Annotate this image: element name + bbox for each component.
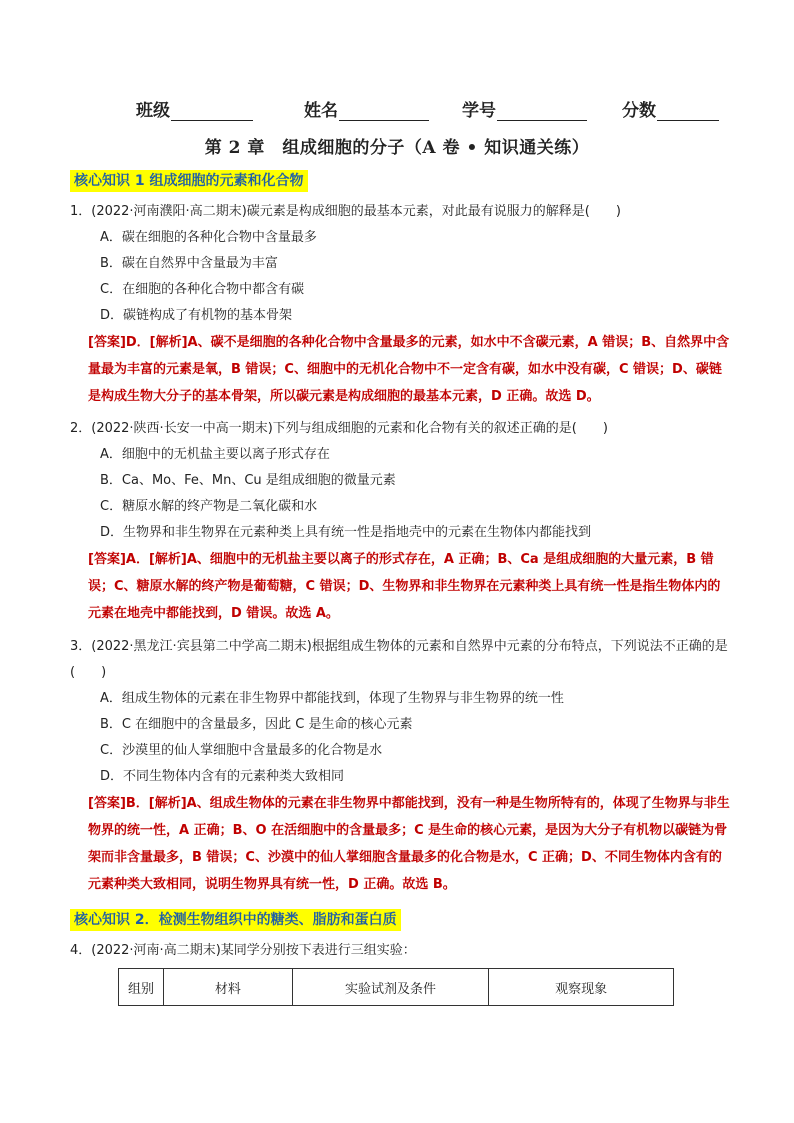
page-title: 第 2 章 组成细胞的分子（A 卷 • 知识通关练） bbox=[204, 138, 590, 158]
score-field: 分数 bbox=[622, 96, 719, 121]
section-heading-1: 核心知识 1 组成细胞的元素和化合物 bbox=[70, 170, 308, 192]
question-option: D．碳链构成了有机物的基本骨架 bbox=[100, 308, 293, 323]
question-option: D．不同生物体内含有的元素种类大致相同 bbox=[100, 769, 345, 784]
experiment-table bbox=[118, 968, 674, 1006]
class-blank[interactable] bbox=[171, 102, 253, 121]
question-option: C．沙漠里的仙人掌细胞中含量最多的化合物是水 bbox=[100, 743, 383, 758]
student-id-blank[interactable] bbox=[497, 102, 587, 121]
question-3 bbox=[70, 634, 730, 898]
question-stem: 1．(2022·河南濮阳·高二期末)碳元素是构成细胞的最基本元素，对此最有说服力的解释是( ) bbox=[70, 204, 621, 219]
question-option: D．生物界和非生物界在元素种类上具有统一性是指地壳中的元素在生物体内都能找到 bbox=[100, 525, 592, 540]
name-blank[interactable] bbox=[339, 102, 429, 121]
question-stem: 4．(2022·河南·高二期末)某同学分别按下表进行三组实验： bbox=[70, 943, 416, 958]
table-header-cell: 组别 bbox=[119, 969, 164, 1006]
table-header-cell: 材料 bbox=[163, 969, 292, 1006]
table-header-cell: 观察现象 bbox=[489, 969, 674, 1006]
question-option: A．细胞中的无机盐主要以离子形式存在 bbox=[100, 447, 330, 462]
class-field: 班级 bbox=[136, 96, 253, 121]
student-id-field: 学号 bbox=[462, 96, 587, 121]
question-2 bbox=[70, 416, 730, 627]
question-stem: 3．(2022·黑龙江·宾县第二中学高二期末)根据组成生物体的元素和自然界中元素的分布特点，下列说法不正确的是( ) bbox=[70, 639, 728, 680]
table-header-row bbox=[119, 969, 674, 1006]
score-blank[interactable] bbox=[657, 102, 719, 121]
table-header-cell: 实验试剂及条件 bbox=[292, 969, 489, 1006]
question-1 bbox=[70, 199, 730, 410]
question-option: B．C 在细胞中的含量最多，因此 C 是生命的核心元素 bbox=[100, 717, 413, 732]
answer-explanation: [答案]B．[解析]A、组成生物体的元素在非生物界中都能找到，没有一种是生物所特有的，体现了生物界与非生物界的统一性，A 正确；B、O 在活细胞中的含量最多；C 是生命的核心元素，是因为大分子有机物以碳链为骨架而非含量最多，B 错误；C、沙漠中的仙人掌细胞含量最多的化合物是水，C 正确；D、不同生物体内含有的元素种类大致相同，说明生物界具有统一性，D 正确。故选 B。 bbox=[88, 796, 730, 892]
question-option: C．在细胞的各种化合物中都含有碳 bbox=[100, 282, 305, 297]
question-option: C．糖原水解的终产物是二氧化碳和水 bbox=[100, 499, 318, 514]
question-4 bbox=[70, 938, 730, 964]
answer-explanation: [答案]D．[解析]A、碳不是细胞的各种化合物中含量最多的元素，如水中不含碳元素，A 错误；B、自然界中含量最为丰富的元素是氧，B 错误；C、细胞中的无机化合物中不一定含有碳，如水中没有碳，C 错误；D、碳链是构成生物大分子的基本骨架，所以碳元素是构成细胞的最基本元素，D 正确。故选 D。 bbox=[88, 335, 730, 404]
name-field: 姓名 bbox=[304, 96, 429, 121]
section-heading-2: 核心知识 2．检测生物组织中的糖类、脂肪和蛋白质 bbox=[70, 909, 401, 931]
student-info-line bbox=[136, 96, 736, 122]
question-stem: 2．(2022·陕西·长安一中高一期末)下列与组成细胞的元素和化合物有关的叙述正确的是( ) bbox=[70, 421, 608, 436]
question-option: A．组成生物体的元素在非生物界中都能找到，体现了生物界与非生物界的统一性 bbox=[100, 691, 564, 706]
question-option: A．碳在细胞的各种化合物中含量最多 bbox=[100, 230, 317, 245]
question-option: B．Ca、Mo、Fe、Mn、Cu 是组成细胞的微量元素 bbox=[100, 473, 396, 488]
answer-explanation: [答案]A．[解析]A、细胞中的无机盐主要以离子的形式存在，A 正确；B、Ca 是组成细胞的大量元素，B 错误；C、糖原水解的终产物是葡萄糖，C 错误；D、生物界和非生物界在元素种类上具有统一性是指生物体内的元素在地壳中都能找到，D 错误。故选 A。 bbox=[88, 552, 721, 621]
question-option: B．碳在自然界中含量最为丰富 bbox=[100, 256, 278, 271]
